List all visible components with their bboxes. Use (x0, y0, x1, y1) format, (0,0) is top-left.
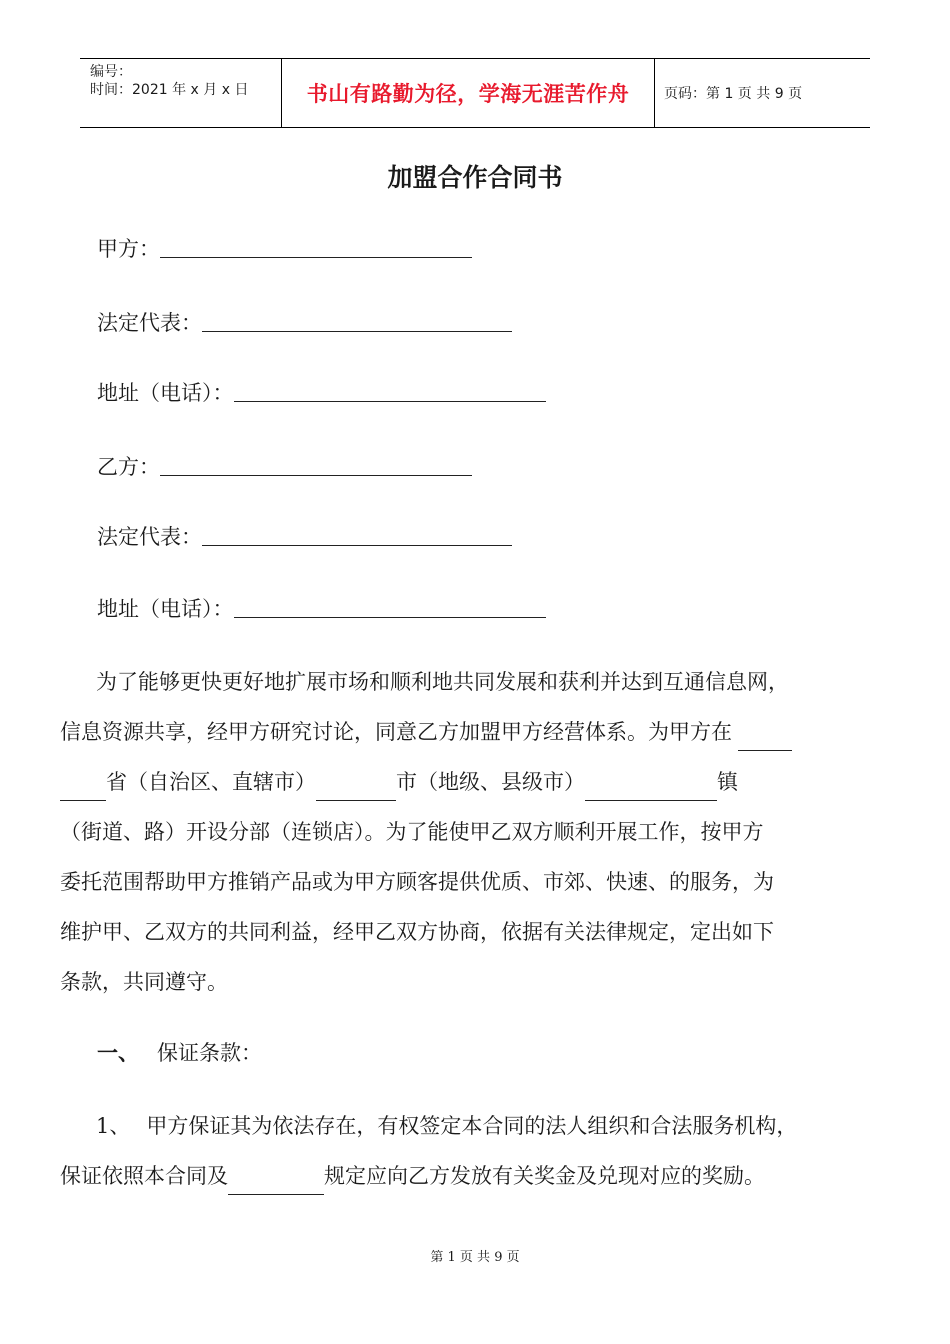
intro-line (60, 707, 880, 757)
section-number: 一、 (97, 1040, 139, 1065)
clause-text: 保证依照本合同及 (60, 1164, 228, 1188)
party-a-rep-blank[interactable] (202, 331, 512, 332)
party-a-address-blank[interactable] (234, 401, 546, 402)
blank-city[interactable] (316, 800, 396, 801)
intro-text: 省（自治区、直辖市） (106, 770, 316, 794)
header-motto: 书山有路勤为径，学海无涯苦作舟 (306, 81, 630, 106)
party-b-blank[interactable] (160, 475, 472, 476)
party-a-address-label: 地址（电话）： (97, 381, 234, 405)
intro-line: 为了能够更快更好地扩展市场和顺利地共同发展和获利并达到互通信息网， (96, 670, 789, 694)
section-title: 保证条款： (157, 1041, 262, 1065)
party-b-rep-label: 法定代表： (97, 525, 202, 549)
clause-line (60, 1101, 880, 1151)
blank-town[interactable] (585, 800, 717, 801)
clause-line (60, 1151, 880, 1201)
clause-text: 规定应向乙方发放有关奖金及兑现对应的奖励。 (324, 1164, 765, 1188)
page-header (80, 58, 870, 128)
document-title: 加盟合作合同书 (387, 163, 563, 192)
intro-line: 维护甲、乙双方的共同利益，经甲乙双方协商，依据有关法律规定，定出如下 (60, 920, 774, 944)
intro-line: （街道、路）开设分部（连锁店）。为了能使甲乙双方顺利开展工作，按甲方 (60, 820, 764, 844)
intro-text: 市（地级、县级市） (396, 770, 585, 794)
intro-text: 镇 (717, 770, 738, 794)
intro-line: 委托范围帮助甲方推销产品或为甲方顾客提供优质、市郊、快速、的服务，为 (60, 870, 774, 894)
clause-number: 1、 (96, 1114, 131, 1138)
party-b-address-blank[interactable] (234, 617, 546, 618)
intro-line (60, 757, 880, 807)
intro-text: 信息资源共享，经甲方研究讨论，同意乙方加盟甲方经营体系。为甲方在 (60, 720, 732, 744)
party-a-rep-field (97, 308, 512, 338)
clause-paragraph (60, 1101, 880, 1201)
party-a-field (97, 234, 472, 264)
document-date-label: 时间：2021 年 x 月 x 日 (90, 82, 249, 98)
header-divider (654, 59, 655, 127)
document-number-label: 编号： (90, 64, 132, 80)
intro-paragraph (60, 657, 880, 1007)
party-b-label: 乙方： (97, 455, 160, 479)
party-b-rep-blank[interactable] (202, 545, 512, 546)
party-a-address-field (97, 378, 546, 408)
clause-text: 甲方保证其为依法存在，有权签定本合同的法人组织和合法服务机构， (146, 1114, 798, 1138)
party-a-label: 甲方： (97, 237, 160, 261)
blank-province[interactable] (738, 750, 792, 751)
header-page-info: 页码：第 1 页 共 9 页 (664, 86, 803, 102)
party-b-rep-field (97, 522, 512, 552)
party-b-address-field (97, 594, 546, 624)
blank-regulation[interactable] (228, 1194, 324, 1195)
blank-province-cont[interactable] (60, 800, 106, 801)
party-b-address-label: 地址（电话）： (97, 597, 234, 621)
party-a-rep-label: 法定代表： (97, 311, 202, 335)
page-footer: 第 1 页 共 9 页 (430, 1250, 520, 1265)
party-a-blank[interactable] (160, 257, 472, 258)
header-meta (90, 63, 248, 99)
intro-line: 条款，共同遵守。 (60, 970, 228, 994)
section-heading (97, 1038, 262, 1068)
party-b-field (97, 452, 472, 482)
